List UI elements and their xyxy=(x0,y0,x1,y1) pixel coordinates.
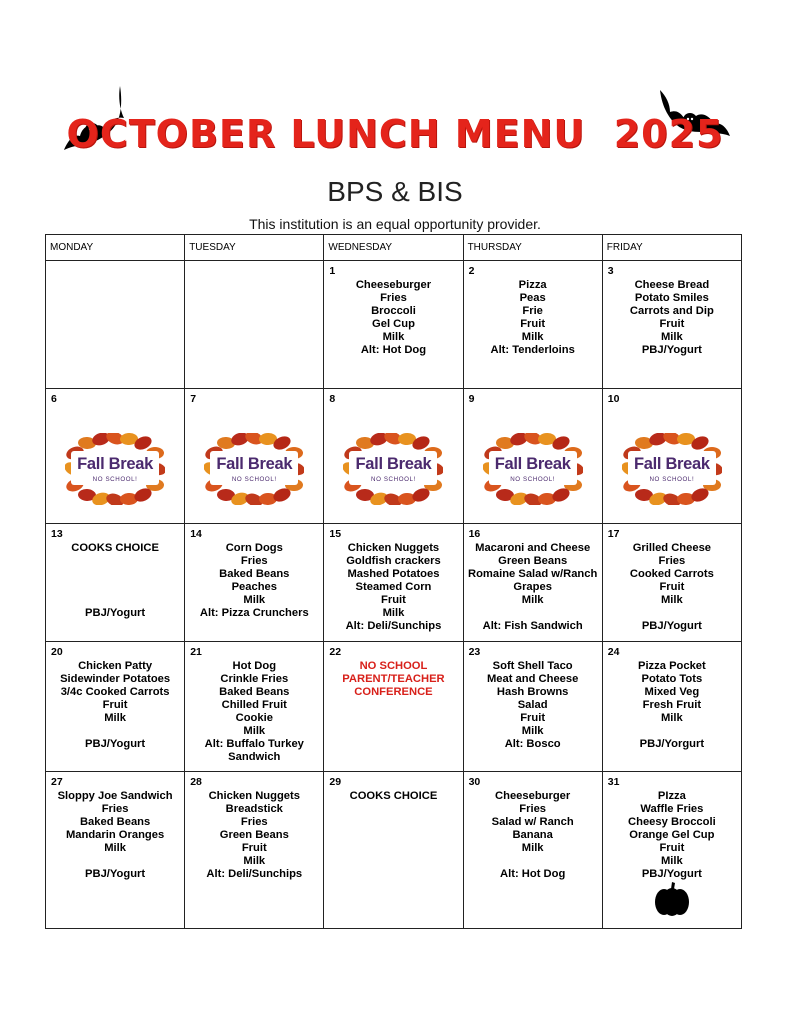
menu-items xyxy=(185,524,323,620)
menu-items xyxy=(324,772,462,803)
day-cell xyxy=(185,261,324,389)
fall-break-title: Fall Break xyxy=(355,455,432,473)
menu-item: Fruit xyxy=(520,318,546,330)
menu-item: Milk xyxy=(382,331,405,343)
menu-item: Milk xyxy=(521,594,544,606)
menu-item: Milk xyxy=(104,842,126,854)
day-cell xyxy=(46,261,185,389)
day-cell xyxy=(46,524,185,642)
day-number: 17 xyxy=(607,528,620,540)
menu-item: PBJ/Yogurt xyxy=(641,868,702,880)
week-row xyxy=(46,772,742,929)
day-cell xyxy=(324,772,463,929)
week-row xyxy=(46,261,742,389)
no-school-notice xyxy=(324,642,462,699)
day-number: 9 xyxy=(468,393,475,405)
day-number: 2 xyxy=(468,265,475,277)
menu-item: Fries xyxy=(240,555,268,567)
menu-item: Meat and Cheese xyxy=(486,673,579,685)
menu-item: Frie xyxy=(522,305,543,317)
menu-items xyxy=(603,772,741,881)
day-cell xyxy=(185,772,324,929)
menu-item: Fruit xyxy=(659,318,685,330)
menu-item: Fries xyxy=(519,803,547,815)
menu-item: Peas xyxy=(519,292,546,304)
menu-item: Fries xyxy=(658,555,686,567)
day-number: 10 xyxy=(607,393,620,405)
day-cell xyxy=(602,772,741,929)
menu-calendar xyxy=(45,234,742,929)
fall-break-title: Fall Break xyxy=(216,455,293,473)
menu-item: Hot Dog xyxy=(232,660,277,672)
menu-item: PBJ/Yogurt xyxy=(85,738,146,750)
menu-item: Cheeseburger xyxy=(495,790,571,802)
menu-item: Alt: Pizza Crunchers xyxy=(199,607,309,619)
day-cell xyxy=(463,772,602,929)
menu-items xyxy=(185,642,323,764)
menu-item: Potato Tots xyxy=(641,673,703,685)
provider-note: This institution is an equal opportunity provider. xyxy=(249,216,541,232)
menu-item: Alt: Hot Dog xyxy=(500,868,566,880)
menu-item: Pizza Pocket xyxy=(637,660,706,672)
menu-item: Alt: Deli/Sunchips xyxy=(345,620,442,632)
menu-item: Milk xyxy=(521,725,544,737)
fall-break-graphic xyxy=(204,433,304,505)
fall-break-subtitle: NO SCHOOL! xyxy=(361,475,425,484)
menu-item xyxy=(46,855,184,868)
menu-item: Baked Beans xyxy=(79,816,151,828)
menu-items xyxy=(603,524,741,633)
menu-item xyxy=(46,555,184,568)
menu-item: Potato Smiles xyxy=(634,292,709,304)
day-cell xyxy=(46,642,185,772)
menu-item: Chicken Nuggets xyxy=(208,790,300,802)
day-cell xyxy=(324,524,463,642)
menu-item: Fruit xyxy=(381,594,406,606)
day-number: 24 xyxy=(607,646,620,658)
menu-item: Mixed Veg xyxy=(644,686,700,698)
menu-item: Fries xyxy=(380,292,407,304)
menu-items xyxy=(464,642,602,751)
menu-item: Milk xyxy=(660,712,683,724)
menu-item: Fruit xyxy=(520,712,546,724)
day-number: 23 xyxy=(468,646,481,658)
menu-item: Steamed Corn xyxy=(355,581,432,593)
day-cell xyxy=(463,642,602,772)
day-number: 28 xyxy=(190,776,202,788)
day-cell xyxy=(324,642,463,772)
weekday-header: WEDNESDAY xyxy=(324,235,463,261)
menu-item: Milk xyxy=(243,855,266,867)
fall-break-subtitle: NO SCHOOL! xyxy=(640,475,704,484)
menu-item: PIzza xyxy=(657,790,686,802)
menu-item: Alt: Hot Dog xyxy=(360,344,427,356)
menu-item: Goldfish crackers xyxy=(346,555,441,567)
menu-item: Broccoli xyxy=(371,305,416,317)
day-number: 30 xyxy=(468,776,481,788)
day-number: 27 xyxy=(51,776,63,788)
menu-item: Milk xyxy=(243,594,266,606)
menu-item xyxy=(46,594,184,607)
weekday-header-row xyxy=(46,235,742,261)
week-row xyxy=(46,389,742,524)
menu-item xyxy=(603,725,741,738)
weekday-header: MONDAY xyxy=(46,235,185,261)
menu-item: Grapes xyxy=(513,581,552,593)
day-cell xyxy=(463,524,602,642)
weekday-header: THURSDAY xyxy=(463,235,602,261)
menu-item: Sandwich xyxy=(228,751,281,763)
fall-break-title: Fall Break xyxy=(633,455,710,473)
menu-item: PBJ/Yogurt xyxy=(85,607,146,619)
day-number: 13 xyxy=(51,528,63,540)
menu-items xyxy=(464,261,602,357)
menu-item xyxy=(46,568,184,581)
menu-items xyxy=(464,524,602,633)
menu-item: PBJ/Yorgurt xyxy=(639,738,705,750)
menu-item: Alt: Tenderloins xyxy=(490,344,575,356)
menu-item: Sidewinder Potatoes xyxy=(60,673,171,685)
menu-items xyxy=(324,524,462,633)
menu-items xyxy=(603,261,741,357)
menu-item: Green Beans xyxy=(219,829,289,841)
weekday-header: TUESDAY xyxy=(185,235,324,261)
pumpkin-icon xyxy=(653,880,691,918)
day-cell xyxy=(46,772,185,929)
day-cell xyxy=(463,389,602,524)
menu-items xyxy=(46,772,184,881)
menu-item: Gel Cup xyxy=(372,318,415,330)
menu-item: Salad w/ Ranch xyxy=(491,816,574,828)
day-cell xyxy=(602,389,741,524)
menu-item: Soft Shell Taco xyxy=(492,660,573,672)
menu-item: COOKS CHOICE xyxy=(71,542,159,554)
menu-item: Fries xyxy=(101,803,129,815)
menu-item: Cooked Carrots xyxy=(629,568,714,580)
menu-item: Baked Beans xyxy=(219,568,290,580)
menu-item: Chicken Patty xyxy=(78,660,153,672)
menu-item: Alt: Fish Sandwich xyxy=(482,620,583,632)
menu-item xyxy=(603,607,741,620)
menu-item: Fruit xyxy=(659,581,685,593)
menu-item: Baked Beans xyxy=(219,686,290,698)
menu-item: Milk xyxy=(660,331,683,343)
menu-item: Sloppy Joe Sandwich xyxy=(57,790,173,802)
menu-item: Carrots and Dip xyxy=(629,305,714,317)
menu-item: Chilled Fruit xyxy=(221,699,287,711)
menu-item: Corn Dogs xyxy=(225,542,283,554)
weekday-header: FRIDAY xyxy=(602,235,741,261)
menu-item: PARENT/TEACHER xyxy=(342,673,445,685)
day-number: 7 xyxy=(190,393,197,405)
menu-item: Milk xyxy=(660,594,683,606)
menu-items xyxy=(464,772,602,881)
day-cell xyxy=(185,524,324,642)
menu-item: PBJ/Yogurt xyxy=(85,868,146,880)
menu-item: CONFERENCE xyxy=(354,686,433,698)
fall-break-subtitle: NO SCHOOL! xyxy=(83,475,147,484)
day-number: 15 xyxy=(329,528,342,540)
menu-item xyxy=(464,855,602,868)
menu-item: Breadstick xyxy=(225,803,283,815)
fall-break-title: Fall Break xyxy=(494,455,571,473)
page-title: OCTOBER LUNCH MENU 2025 xyxy=(66,112,724,156)
menu-item: Fruit xyxy=(102,699,128,711)
menu-item: Fruit xyxy=(241,842,267,854)
menu-item: Milk xyxy=(521,331,544,343)
day-number: 6 xyxy=(51,393,57,405)
day-cell xyxy=(185,389,324,524)
menu-item xyxy=(46,581,184,594)
day-cell xyxy=(46,389,185,524)
menu-item: Mashed Potatoes xyxy=(347,568,440,580)
day-cell xyxy=(602,642,741,772)
menu-item: COOKS CHOICE xyxy=(349,790,438,802)
menu-item: Milk xyxy=(521,842,544,854)
menu-items xyxy=(185,772,323,881)
day-cell xyxy=(185,642,324,772)
menu-item: Fresh Fruit xyxy=(642,699,702,711)
menu-item: Mandarin Oranges xyxy=(65,829,165,841)
fall-break-title: Fall Break xyxy=(77,455,154,473)
menu-item: Milk xyxy=(243,725,266,737)
day-number: 3 xyxy=(607,265,614,277)
menu-item xyxy=(464,607,602,620)
menu-item: Alt: Buffalo Turkey xyxy=(204,738,304,750)
menu-item: Fries xyxy=(240,816,268,828)
day-number: 1 xyxy=(329,265,336,277)
day-number: 31 xyxy=(607,776,620,788)
day-number: 20 xyxy=(51,646,63,658)
day-cell xyxy=(602,261,741,389)
menu-item: Waffle Fries xyxy=(640,803,704,815)
menu-item: Milk xyxy=(382,607,405,619)
menu-items xyxy=(324,261,462,357)
menu-item: Grilled Cheese xyxy=(632,542,712,554)
fall-break-graphic xyxy=(343,433,443,505)
menu-item: Crinkle Fries xyxy=(220,673,289,685)
menu-item: Hash Browns xyxy=(496,686,569,698)
fall-break-graphic xyxy=(622,433,722,505)
fall-break-subtitle: NO SCHOOL! xyxy=(501,475,565,484)
menu-item: Macaroni and Cheese xyxy=(475,542,591,554)
menu-item: Orange Gel Cup xyxy=(629,829,715,841)
day-cell xyxy=(463,261,602,389)
day-number: 8 xyxy=(329,393,336,405)
menu-item: Pizza xyxy=(518,279,547,291)
menu-item: Fruit xyxy=(659,842,685,854)
menu-items xyxy=(46,642,184,751)
menu-item: Green Beans xyxy=(498,555,568,567)
fall-break-graphic xyxy=(483,433,583,505)
menu-items xyxy=(46,524,184,620)
menu-item xyxy=(46,725,184,738)
day-number: 29 xyxy=(329,776,342,788)
week-row xyxy=(46,642,742,772)
fall-break-subtitle: NO SCHOOL! xyxy=(222,475,286,484)
menu-items xyxy=(603,642,741,751)
day-number: 21 xyxy=(190,646,202,658)
menu-item: Alt: Deli/Sunchips xyxy=(206,868,303,880)
menu-items xyxy=(185,261,323,279)
fall-break-graphic xyxy=(65,433,165,505)
menu-item: Cheese Bread xyxy=(634,279,710,291)
menu-item: Romaine Salad w/Ranch xyxy=(468,568,598,580)
day-number: 22 xyxy=(329,646,342,658)
menu-item: Banana xyxy=(512,829,553,841)
menu-item: Milk xyxy=(104,712,126,724)
menu-item: Cheeseburger xyxy=(355,279,432,291)
menu-items xyxy=(46,261,184,279)
menu-item: Alt: Bosco xyxy=(504,738,561,750)
day-number: 16 xyxy=(468,528,481,540)
school-name: BPS & BIS xyxy=(327,176,463,207)
menu-item: Milk xyxy=(660,855,683,867)
menu-item: Cookie xyxy=(235,712,273,724)
menu-item: Chicken Nuggets xyxy=(347,542,440,554)
menu-item: Cheesy Broccoli xyxy=(628,816,716,828)
week-row xyxy=(46,524,742,642)
menu-item: NO SCHOOL xyxy=(359,660,428,672)
day-number: 14 xyxy=(190,528,202,540)
menu-item: PBJ/Yogurt xyxy=(641,620,702,632)
menu-item: 3/4c Cooked Carrots xyxy=(60,686,170,698)
menu-item: Salad xyxy=(517,699,548,711)
menu-item: PBJ/Yogurt xyxy=(641,344,702,356)
day-cell xyxy=(324,261,463,389)
day-cell xyxy=(324,389,463,524)
day-cell xyxy=(602,524,741,642)
menu-item: Peaches xyxy=(231,581,277,593)
